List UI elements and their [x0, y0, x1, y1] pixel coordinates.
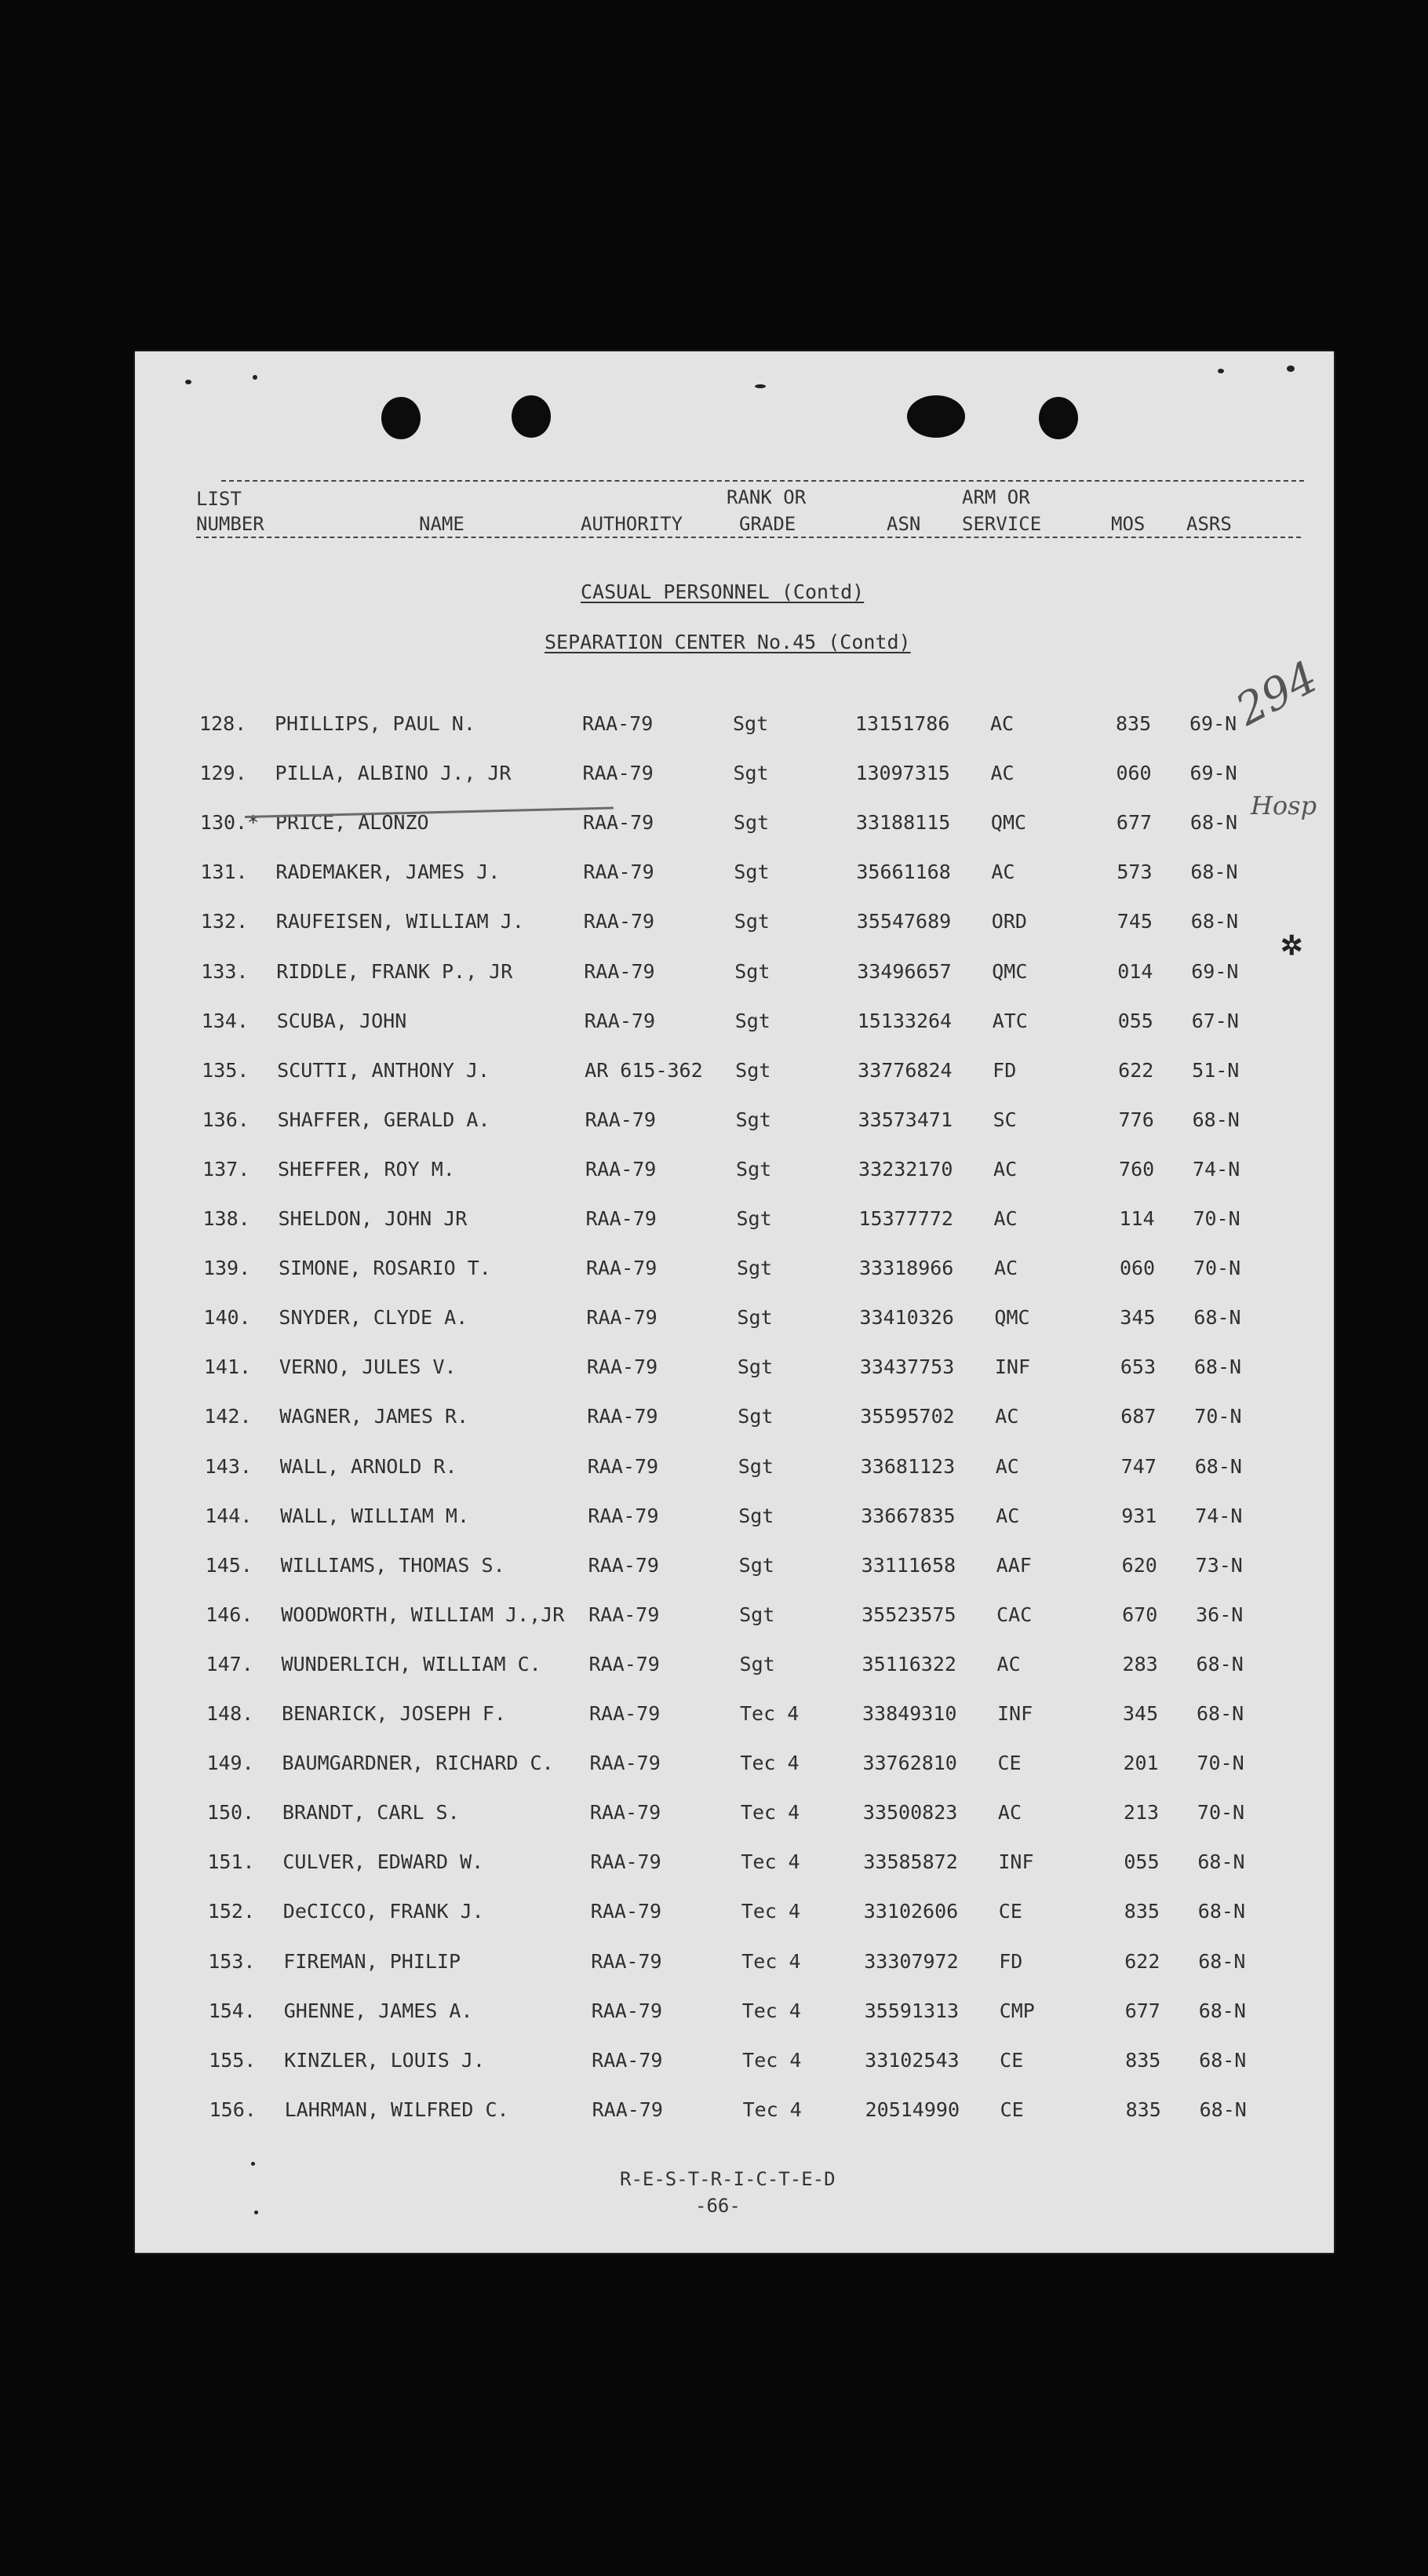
row-service: AC — [990, 762, 1015, 785]
row-service: CAC — [996, 1603, 1033, 1626]
row-asn: 33102606 — [863, 1900, 959, 1923]
row-authority: RAA-79 — [586, 1355, 658, 1379]
table-row — [135, 1108, 1334, 1140]
table-row — [135, 1950, 1334, 1981]
paper-speck — [254, 2210, 258, 2214]
row-asn: 33681123 — [860, 1454, 956, 1478]
row-service: CMP — [999, 1999, 1035, 2022]
row-asn: 33410326 — [859, 1306, 954, 1330]
row-authority: RAA-79 — [582, 712, 654, 735]
row-mos: 345 — [1120, 1306, 1156, 1330]
row-asn: 13097315 — [855, 762, 950, 785]
row-asrs: 74-N — [1193, 1157, 1240, 1181]
header-list-number-1: LIST — [196, 488, 242, 510]
row-number: 131. — [200, 860, 248, 884]
header-mos: MOS — [1111, 513, 1146, 535]
row-asrs: 68-N — [1197, 1702, 1244, 1725]
row-number: 128. — [199, 712, 247, 735]
row-name: PHILLIPS, PAUL N. — [275, 712, 475, 735]
row-mos: 931 — [1121, 1504, 1157, 1527]
row-mos: 622 — [1118, 1058, 1154, 1082]
row-grade: Sgt — [734, 910, 770, 933]
row-asrs: 68-N — [1193, 1306, 1241, 1330]
row-authority: RAA-79 — [588, 1504, 659, 1527]
row-service: ATC — [992, 1009, 1028, 1032]
row-authority: RAA-79 — [587, 1405, 658, 1428]
row-asrs: 70-N — [1193, 1257, 1241, 1280]
section-subtitle: SEPARATION CENTER No.45 (Contd) — [545, 631, 911, 653]
row-asrs: 70-N — [1197, 1752, 1244, 1775]
row-asn: 35547689 — [856, 910, 952, 933]
row-mos: 670 — [1122, 1603, 1158, 1626]
row-grade: Sgt — [736, 1207, 772, 1230]
row-number: 148. — [206, 1702, 254, 1725]
row-authority: RAA-79 — [583, 860, 654, 884]
row-mos: 014 — [1117, 959, 1153, 983]
table-row — [135, 1158, 1334, 1189]
row-asn: 33585872 — [863, 1850, 958, 1874]
row-authority: RAA-79 — [584, 1009, 655, 1032]
row-mos: 055 — [1117, 1009, 1153, 1032]
header-dash-line — [221, 480, 1304, 482]
row-service: FD — [999, 1949, 1023, 1973]
row-authority: RAA-79 — [584, 959, 655, 983]
row-mos: 622 — [1124, 1949, 1160, 1973]
header-asn: ASN — [887, 513, 921, 535]
row-asrs: 68-N — [1190, 910, 1239, 933]
row-grade: Sgt — [735, 1108, 771, 1131]
row-number: 150. — [206, 1801, 255, 1825]
row-service: CE — [997, 1752, 1022, 1775]
row-authority: RAA-79 — [590, 1850, 661, 1874]
row-asrs: 68-N — [1199, 2048, 1247, 2072]
table-row — [135, 1455, 1334, 1486]
row-mos: 573 — [1117, 860, 1153, 884]
row-asn: 35523575 — [862, 1603, 956, 1626]
row-number: 151. — [207, 1850, 255, 1874]
row-name: FIREMAN, PHILIP — [283, 1949, 461, 1973]
row-name: KINZLER, LOUIS J. — [284, 2048, 486, 2072]
row-grade: Sgt — [736, 1157, 772, 1181]
row-name: PILLA, ALBINO J., JR — [275, 762, 512, 785]
row-name: LAHRMAN, WILFRED C. — [284, 2098, 509, 2121]
row-authority: RAA-79 — [585, 1108, 656, 1131]
punch-hole — [907, 395, 965, 438]
row-name: WALL, ARNOLD R. — [279, 1454, 457, 1478]
row-grade: Sgt — [739, 1603, 775, 1626]
row-name: SCUTTI, ANTHONY J. — [277, 1058, 490, 1082]
row-service: AC — [993, 1157, 1018, 1181]
row-number: 156. — [209, 2098, 257, 2121]
row-asn: 33762810 — [862, 1752, 957, 1775]
row-authority: RAA-79 — [582, 762, 654, 785]
row-number: 140. — [203, 1306, 251, 1330]
row-mos: 060 — [1116, 762, 1152, 785]
row-asn: 33188115 — [855, 811, 951, 835]
row-mos: 201 — [1123, 1752, 1159, 1775]
row-grade: Tec 4 — [741, 1900, 801, 1923]
table-row — [135, 1306, 1334, 1337]
row-service: SC — [993, 1108, 1017, 1131]
row-name: DeCICCO, FRANK J. — [282, 1900, 484, 1923]
row-service: CE — [1000, 2048, 1024, 2072]
row-asrs: 70-N — [1197, 1801, 1245, 1825]
row-number: 144. — [205, 1504, 253, 1527]
row-mos: 213 — [1123, 1801, 1160, 1825]
row-asrs: 68-N — [1199, 2098, 1247, 2121]
row-authority: RAA-79 — [588, 1652, 660, 1675]
row-number: 154. — [208, 1999, 256, 2022]
row-service: AC — [993, 1207, 1018, 1230]
row-asn: 33437753 — [859, 1355, 955, 1379]
row-service: INF — [998, 1850, 1034, 1874]
row-asn: 33776824 — [858, 1058, 953, 1082]
punch-hole — [1039, 397, 1078, 439]
row-number: 133. — [201, 959, 249, 983]
row-name: RIDDLE, FRANK P., JR — [276, 959, 513, 983]
row-mos: 060 — [1119, 1257, 1156, 1280]
paper-speck — [251, 2162, 255, 2166]
header-rank-1: RANK OR — [727, 486, 807, 508]
row-asn: 33111658 — [861, 1553, 956, 1577]
row-service: AC — [996, 1504, 1020, 1527]
row-asn: 20514990 — [865, 2098, 960, 2121]
row-service: AC — [996, 1652, 1021, 1675]
row-asn: 33667835 — [861, 1504, 956, 1527]
row-authority: RAA-79 — [589, 1801, 661, 1825]
table-row — [135, 712, 1334, 744]
paper-speck — [1218, 369, 1224, 373]
margin-mark: ✲ — [1280, 930, 1303, 962]
row-mos: 114 — [1119, 1207, 1155, 1230]
row-grade: Sgt — [734, 1009, 770, 1032]
row-authority: RAA-79 — [589, 1752, 661, 1775]
handwritten-margin-note: Hosp — [1251, 791, 1317, 820]
row-asrs: 70-N — [1194, 1405, 1242, 1428]
row-mos: 677 — [1116, 811, 1153, 835]
row-mos: 747 — [1120, 1454, 1157, 1478]
row-asn: 35595702 — [860, 1405, 955, 1428]
row-name: SCUBA, JOHN — [276, 1009, 407, 1032]
row-asn: 33496657 — [857, 959, 952, 983]
row-grade: Sgt — [734, 860, 770, 884]
row-grade: Sgt — [733, 762, 769, 785]
row-name: WAGNER, JAMES R. — [279, 1405, 469, 1428]
row-authority: RAA-79 — [582, 811, 654, 835]
row-asn: 33318966 — [858, 1257, 954, 1280]
row-grade: Tec 4 — [741, 1949, 801, 1973]
row-service: AC — [997, 1801, 1022, 1825]
row-asrs: 67-N — [1191, 1009, 1239, 1032]
row-grade: Sgt — [738, 1504, 774, 1527]
row-authority: RAA-79 — [585, 1207, 657, 1230]
row-asrs: 68-N — [1197, 1900, 1246, 1923]
header-underline — [196, 537, 1301, 538]
table-row — [135, 860, 1334, 892]
row-number: 141. — [203, 1355, 252, 1379]
row-grade: Sgt — [736, 1257, 773, 1280]
row-number: 149. — [206, 1752, 254, 1775]
row-asrs: 70-N — [1193, 1207, 1240, 1230]
table-row — [135, 960, 1334, 991]
row-number: 137. — [202, 1157, 250, 1181]
row-asn: 33307972 — [864, 1949, 959, 1973]
row-asrs: 68-N — [1194, 1454, 1242, 1478]
row-service: FD — [993, 1058, 1017, 1082]
row-asrs: 68-N — [1192, 1108, 1240, 1131]
row-name: SHELDON, JOHN JR — [278, 1207, 468, 1230]
row-service: AC — [995, 1405, 1019, 1428]
row-service: INF — [994, 1355, 1030, 1379]
row-name: CULVER, EDWARD W. — [282, 1850, 484, 1874]
row-authority: RAA-79 — [592, 2048, 663, 2072]
row-name: SHEFFER, ROY M. — [278, 1157, 455, 1181]
table-row — [135, 1405, 1334, 1436]
row-authority: RAA-79 — [588, 1603, 660, 1626]
row-service: CE — [1000, 2098, 1024, 2121]
row-mos: 653 — [1120, 1355, 1156, 1379]
row-asrs: 68-N — [1189, 811, 1238, 835]
table-row — [135, 1999, 1334, 2031]
row-grade: Sgt — [738, 1405, 774, 1428]
row-mos: 283 — [1122, 1652, 1158, 1675]
handwritten-page-mark: 294 — [1227, 651, 1326, 737]
header-rank-2: GRADE — [739, 513, 796, 535]
table-row — [135, 1355, 1334, 1387]
row-number: 138. — [202, 1207, 250, 1230]
row-grade: Tec 4 — [740, 1801, 800, 1825]
row-authority: RAA-79 — [592, 2098, 663, 2121]
row-asrs: 68-N — [1197, 1850, 1245, 1874]
row-number: 145. — [205, 1553, 253, 1577]
row-asrs: 68-N — [1193, 1355, 1242, 1379]
row-asn: 33232170 — [858, 1157, 953, 1181]
row-number: 143. — [204, 1454, 252, 1478]
row-grade: Sgt — [738, 1553, 774, 1577]
row-authority: RAA-79 — [587, 1454, 659, 1478]
row-name: WUNDERLICH, WILLIAM C. — [281, 1652, 541, 1675]
row-authority: RAA-79 — [589, 1702, 661, 1725]
row-authority: RAA-79 — [591, 1999, 662, 2022]
row-authority: RAA-79 — [588, 1553, 659, 1577]
row-number: 155. — [209, 2048, 257, 2072]
punch-hole — [512, 395, 551, 438]
row-grade: Tec 4 — [741, 1850, 800, 1874]
row-number: 134. — [201, 1009, 249, 1032]
row-service: AC — [990, 712, 1015, 735]
header-authority: AUTHORITY — [581, 513, 683, 535]
row-name: SIMONE, ROSARIO T. — [278, 1257, 491, 1280]
row-mos: 687 — [1120, 1405, 1157, 1428]
row-service: QMC — [990, 811, 1027, 835]
row-number: 129. — [199, 762, 247, 785]
row-number: 146. — [206, 1603, 253, 1626]
row-mos: 835 — [1124, 1900, 1160, 1923]
row-asn: 33102543 — [865, 2048, 960, 2072]
header-name: NAME — [419, 513, 464, 535]
row-name: WOODWORTH, WILLIAM J.,JR — [281, 1603, 565, 1626]
table-row — [135, 762, 1334, 793]
table-row — [135, 1850, 1334, 1882]
row-number: 142. — [204, 1405, 252, 1428]
paper-speck — [253, 375, 257, 380]
table-row — [135, 1801, 1334, 1832]
header-arm-1: ARM OR — [962, 486, 1030, 508]
row-asrs: 68-N — [1198, 1999, 1246, 2022]
table-row — [135, 1603, 1334, 1635]
row-service: QMC — [994, 1306, 1030, 1330]
row-mos: 620 — [1121, 1553, 1157, 1577]
row-grade: Tec 4 — [740, 1752, 800, 1775]
row-asn: 13151786 — [855, 712, 950, 735]
row-service: INF — [997, 1702, 1033, 1725]
punch-hole — [381, 397, 421, 439]
row-service: ORD — [991, 910, 1027, 933]
row-grade: Sgt — [739, 1652, 775, 1675]
row-name: VERNO, JULES V. — [279, 1355, 457, 1379]
row-mos: 760 — [1119, 1157, 1155, 1181]
row-service: CE — [998, 1900, 1022, 1923]
header-arm-2: SERVICE — [962, 513, 1042, 535]
row-service: QMC — [992, 959, 1028, 983]
row-mos: 677 — [1124, 1999, 1160, 2022]
row-authority: RAA-79 — [585, 1257, 658, 1280]
paper-speck — [1287, 366, 1295, 372]
table-row — [135, 2049, 1334, 2080]
row-grade: Sgt — [733, 712, 769, 735]
row-mos: 835 — [1116, 712, 1152, 735]
row-number: 147. — [206, 1652, 253, 1675]
row-grade: Tec 4 — [741, 1999, 801, 2022]
row-asrs: 69-N — [1191, 959, 1239, 983]
row-mos: 776 — [1118, 1108, 1154, 1131]
row-number: 130.* — [199, 811, 260, 835]
row-grade: Sgt — [737, 1355, 773, 1379]
row-asrs: 68-N — [1190, 860, 1238, 884]
row-name: BENARICK, JOSEPH F. — [282, 1702, 506, 1725]
row-grade: Sgt — [738, 1454, 774, 1478]
row-grade: Tec 4 — [740, 1702, 800, 1725]
row-authority: RAA-79 — [591, 1949, 662, 1973]
row-mos: 055 — [1124, 1850, 1160, 1874]
row-mos: 345 — [1123, 1702, 1159, 1725]
row-service: AAF — [996, 1553, 1032, 1577]
header-list-number-2: NUMBER — [196, 513, 264, 535]
section-title: CASUAL PERSONNEL (Contd) — [581, 580, 865, 603]
row-name: RAUFEISEN, WILLIAM J. — [275, 910, 524, 933]
row-grade: Sgt — [735, 1058, 771, 1082]
row-asrs: 68-N — [1198, 1949, 1246, 1973]
row-number: 136. — [202, 1108, 250, 1131]
row-number: 135. — [202, 1058, 250, 1082]
row-name: WALL, WILLIAM M. — [280, 1504, 470, 1527]
row-name: SHAFFER, GERALD A. — [277, 1108, 490, 1131]
row-asrs: 73-N — [1195, 1553, 1243, 1577]
header-asrs: ASRS — [1186, 513, 1232, 535]
document-sheet — [135, 351, 1334, 2253]
row-grade: Sgt — [737, 1306, 773, 1330]
row-mos: 835 — [1125, 2098, 1161, 2121]
row-authority: RAA-79 — [583, 910, 655, 933]
row-grade: Sgt — [733, 811, 770, 835]
row-number: 139. — [202, 1257, 251, 1280]
table-row — [135, 1653, 1334, 1684]
row-service: AC — [991, 860, 1015, 884]
row-name: SNYDER, CLYDE A. — [279, 1306, 468, 1330]
row-name: BAUMGARDNER, RICHARD C. — [282, 1752, 554, 1775]
row-asn: 33849310 — [862, 1702, 957, 1725]
row-grade: Tec 4 — [742, 2098, 802, 2121]
table-row — [135, 1257, 1334, 1288]
row-authority: RAA-79 — [590, 1900, 662, 1923]
table-row — [135, 1207, 1334, 1239]
row-asn: 35591313 — [864, 1999, 960, 2022]
row-asn: 35116322 — [862, 1652, 956, 1675]
row-authority: AR 615-362 — [585, 1058, 703, 1082]
row-service: AC — [993, 1257, 1018, 1280]
row-asn: 15377772 — [858, 1207, 953, 1230]
row-name: RADEMAKER, JAMES J. — [275, 860, 501, 884]
table-row — [135, 1900, 1334, 1931]
row-name: GHENNE, JAMES A. — [283, 1999, 473, 2022]
row-asn: 33573471 — [858, 1108, 953, 1131]
footer-page-number: -66- — [695, 2195, 741, 2217]
row-name: BRANDT, CARL S. — [282, 1801, 460, 1825]
paper-speck — [755, 384, 766, 388]
row-mos: 745 — [1117, 910, 1153, 933]
row-asn: 33500823 — [862, 1801, 958, 1825]
table-row — [135, 1752, 1334, 1783]
table-row — [135, 1010, 1334, 1041]
row-number: 132. — [200, 910, 249, 933]
row-name: WILLIAMS, THOMAS S. — [280, 1553, 505, 1577]
row-number: 152. — [207, 1900, 256, 1923]
row-asrs: 51-N — [1192, 1058, 1240, 1082]
row-asn: 15133264 — [857, 1009, 953, 1032]
row-asrs: 36-N — [1196, 1603, 1244, 1626]
footer-classification: R-E-S-T-R-I-C-T-E-D — [620, 2168, 836, 2190]
row-service: AC — [995, 1454, 1019, 1478]
paper-speck — [185, 380, 191, 384]
row-authority: RAA-79 — [586, 1306, 658, 1330]
table-row — [135, 1554, 1334, 1585]
row-asrs: 69-N — [1189, 712, 1237, 735]
row-asn: 35661168 — [856, 860, 951, 884]
table-row — [135, 1702, 1334, 1734]
row-number: 153. — [208, 1949, 256, 1973]
row-mos: 835 — [1125, 2048, 1161, 2072]
row-grade: Tec 4 — [742, 2048, 802, 2072]
row-asrs: 68-N — [1196, 1652, 1244, 1675]
row-asrs: 69-N — [1189, 762, 1237, 785]
row-grade: Sgt — [734, 959, 770, 983]
table-row — [135, 910, 1334, 941]
row-asrs: 74-N — [1195, 1504, 1243, 1527]
table-row — [135, 1504, 1334, 1536]
table-row — [135, 1059, 1334, 1090]
row-name: PRICE, ALONZO — [275, 811, 429, 835]
row-authority: RAA-79 — [585, 1157, 657, 1181]
table-row — [135, 2098, 1334, 2130]
